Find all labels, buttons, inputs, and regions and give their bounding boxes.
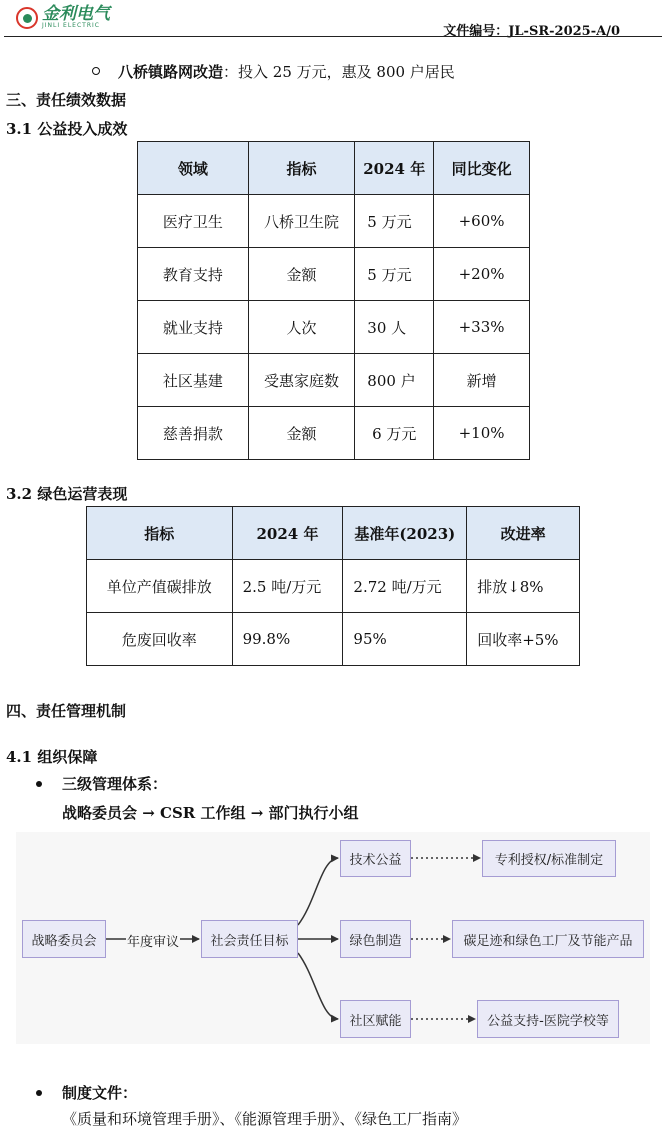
logo-icon [16, 7, 38, 29]
table-row [138, 407, 530, 460]
page-header [0, 0, 662, 38]
section3-2-heading: 3.2 绿色运营表现 [6, 485, 128, 503]
logo-name-cn: 金利电气 [42, 4, 110, 24]
node-green-manufacturing: 绿色制造 [340, 920, 411, 958]
table-cell: +10% [434, 407, 530, 460]
table-row [138, 248, 530, 301]
road-renovation-title: 八桥镇路网改造 [118, 63, 224, 81]
table-row [138, 301, 530, 354]
table-cell: 危废回收率 [87, 613, 233, 666]
node-patent-standard: 专利授权/标准制定 [482, 840, 616, 877]
table-header-cell: 2024 年 [232, 507, 343, 560]
table-row [138, 195, 530, 248]
logo-name-en: JINLI ELECTRIC [42, 22, 100, 29]
table-row [87, 613, 580, 666]
table-header-cell: 基准年(2023) [343, 507, 467, 560]
road-renovation-text: ：投入 25 万元，惠及 800 户居民 [223, 63, 455, 81]
table-cell: +60% [434, 195, 530, 248]
table-cell: 就业支持 [138, 301, 249, 354]
edge-goal-community [298, 953, 338, 1019]
table-row [138, 354, 530, 407]
table-cell: 5 万元 [355, 248, 434, 301]
table-header-cell: 改进率 [467, 507, 580, 560]
section3-heading: 三、责任绩效数据 [6, 91, 127, 109]
node-csr-goal: 社会责任目标 [201, 920, 298, 958]
section4-1-heading: 4.1 组织保障 [6, 748, 98, 766]
table-cell: 30 人 [355, 301, 434, 354]
table-cell: 受惠家庭数 [248, 354, 355, 407]
table-header-cell: 2024 年 [355, 142, 434, 195]
table-header-row [138, 142, 530, 195]
table-header-cell: 指标 [87, 507, 233, 560]
table-cell: 2.72 吨/万元 [343, 560, 467, 613]
csr-flow-diagram [16, 832, 650, 1044]
table-cell: +33% [434, 301, 530, 354]
policy-documents-line: 《质量和环境管理手册》、《能源管理手册》、《绿色工厂指南》 [62, 1110, 468, 1128]
table-cell: 2.5 吨/万元 [232, 560, 343, 613]
table-cell: 5 万元 [355, 195, 434, 248]
public-welfare-table [137, 141, 530, 460]
edge-goal-tech [298, 858, 338, 925]
node-carbon-green-factory: 碳足迹和绿色工厂及节能产品 [452, 920, 644, 958]
table-cell: 95% [343, 613, 467, 666]
node-community-empowerment: 社区赋能 [340, 1000, 411, 1038]
management-system-title: 三级管理体系： [62, 775, 168, 793]
header-divider [4, 36, 662, 37]
table-cell: 人次 [248, 301, 355, 354]
table-header-cell: 指标 [248, 142, 355, 195]
table-cell: 6 万元 [355, 407, 434, 460]
policy-documents-title: 制度文件： [62, 1084, 138, 1102]
company-logo [16, 6, 110, 29]
table-cell: 教育支持 [138, 248, 249, 301]
table-cell: 单位产值碳排放 [87, 560, 233, 613]
management-system-line: 战略委员会 → CSR 工作组 → 部门执行小组 [62, 804, 359, 822]
table-cell: 八桥卫生院 [248, 195, 355, 248]
bullet-icon [36, 1090, 42, 1096]
table-cell: 社区基建 [138, 354, 249, 407]
circle-bullet-icon [92, 67, 100, 75]
bullet-icon [36, 781, 42, 787]
table-cell: 排放↓8% [467, 560, 580, 613]
node-strategy-committee: 战略委员会 [22, 920, 106, 958]
table-cell: 99.8% [232, 613, 343, 666]
table-cell: +20% [434, 248, 530, 301]
table-header-row [87, 507, 580, 560]
table-cell: 慈善捐款 [138, 407, 249, 460]
table-row [87, 560, 580, 613]
node-welfare-support: 公益支持-医院学校等 [477, 1000, 619, 1038]
edge-label-annual-review: 年度审议 [126, 931, 180, 950]
table-cell: 金额 [248, 248, 355, 301]
document-number: 文件编号：JL-SR-2025-A/0 [443, 24, 620, 39]
table-cell: 800 户 [355, 354, 434, 407]
table-cell: 医疗卫生 [138, 195, 249, 248]
node-tech-welfare: 技术公益 [340, 840, 411, 877]
table-header-cell: 同比变化 [434, 142, 530, 195]
table-cell: 金额 [248, 407, 355, 460]
section3-1-heading: 3.1 公益投入成效 [6, 120, 128, 138]
table-cell: 新增 [434, 354, 530, 407]
section4-heading: 四、责任管理机制 [6, 702, 127, 720]
table-header-cell: 领域 [138, 142, 249, 195]
road-renovation-item [118, 61, 455, 82]
table-cell: 回收率+5% [467, 613, 580, 666]
green-operation-table [86, 506, 580, 666]
